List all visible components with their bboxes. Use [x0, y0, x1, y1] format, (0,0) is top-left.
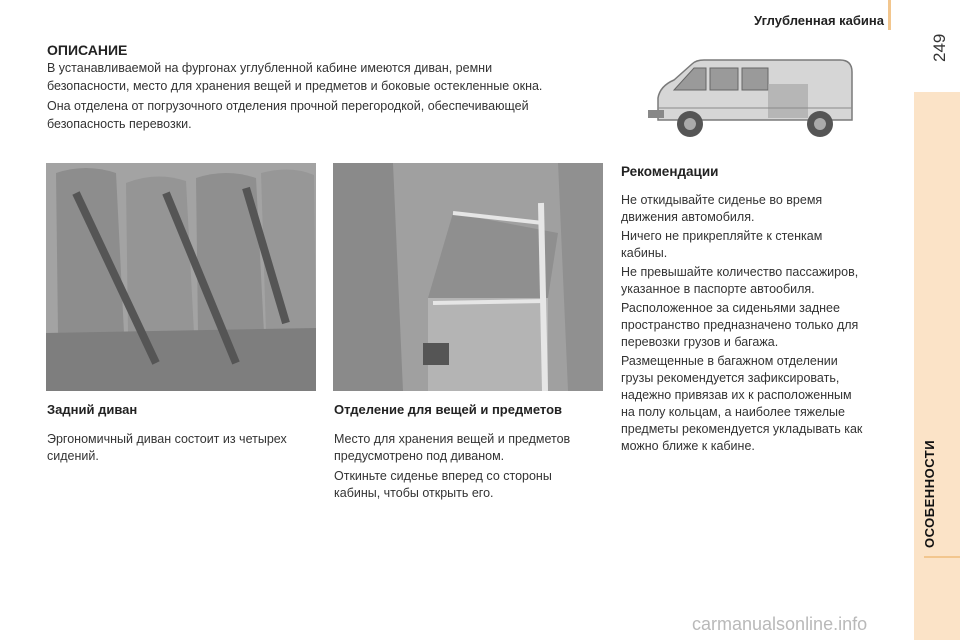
header-divider: [888, 0, 891, 30]
rec-line: на полу кольцам, а наиболее тяжелые: [621, 405, 845, 419]
rec-line: перевозки грузов и багажа.: [621, 335, 779, 349]
rec-line: указанное в паспорте автообиля.: [621, 282, 815, 296]
rear-bench-photo: [46, 163, 316, 391]
watermark: carmanualsonline.info: [692, 614, 868, 634]
description-p1-line1: В устанавливаемой на фургонах углубленной кабине имеются диван, ремни: [47, 61, 493, 75]
recommendations-heading: Рекомендации: [621, 164, 719, 179]
storage-heading: Отделение для вещей и предметов: [334, 402, 563, 417]
page-number: 249: [930, 33, 949, 62]
rec-line: Ничего не прикрепляйте к стенкам: [621, 229, 823, 243]
rec-line: Размещенные в багажном отделении: [621, 354, 838, 368]
section-tab-divider: [924, 556, 960, 558]
rec-line: Расположенное за сиденьями заднее: [621, 301, 840, 315]
rear-bench-heading: Задний диван: [47, 402, 138, 417]
description-heading: ОПИСАНИЕ: [47, 42, 128, 58]
rec-line: пространство предназначено только для: [621, 318, 859, 332]
rec-line: движения автомобиля.: [621, 210, 755, 224]
rec-line: кабины.: [621, 246, 668, 260]
rear-bench-line2: сидений.: [47, 449, 99, 463]
storage-p1-line2: предусмотрено под диваном.: [334, 449, 505, 463]
storage-p2-line2: кабины, чтобы открыть его.: [334, 486, 494, 500]
description-p2-line2: безопасность перевозки.: [47, 117, 192, 131]
storage-photo: [333, 163, 603, 391]
rec-line: предметы рекомендуется укладывать как: [621, 422, 863, 436]
running-header-title: Углубленная кабина: [754, 13, 884, 28]
rec-line: можно ближе к кабине.: [621, 439, 755, 453]
storage-p2-line1: Откиньте сиденье вперед со стороны: [334, 469, 552, 483]
description-p2-line1: Она отделена от погрузочного отделения прочной перегородкой, обеспечивающей: [47, 99, 529, 113]
storage-p1-line1: Место для хранения вещей и предметов: [334, 432, 571, 446]
description-p1-line2: безопасности, место для хранения вещей и предметов и боковые остекленные окна.: [47, 79, 543, 93]
van-illustration: [640, 50, 860, 150]
rec-line: Не откидывайте сиденье во время: [621, 193, 823, 207]
rec-line: надежно привязав их к расположенным: [621, 388, 852, 402]
section-tab-label: ОСОБЕННОСТИ: [922, 439, 937, 548]
rear-bench-line1: Эргономичный диван состоит из четырех: [47, 432, 287, 446]
rec-line: грузы рекомендуется зафиксировать,: [621, 371, 840, 385]
rec-line: Не превышайте количество пассажиров,: [621, 265, 859, 279]
